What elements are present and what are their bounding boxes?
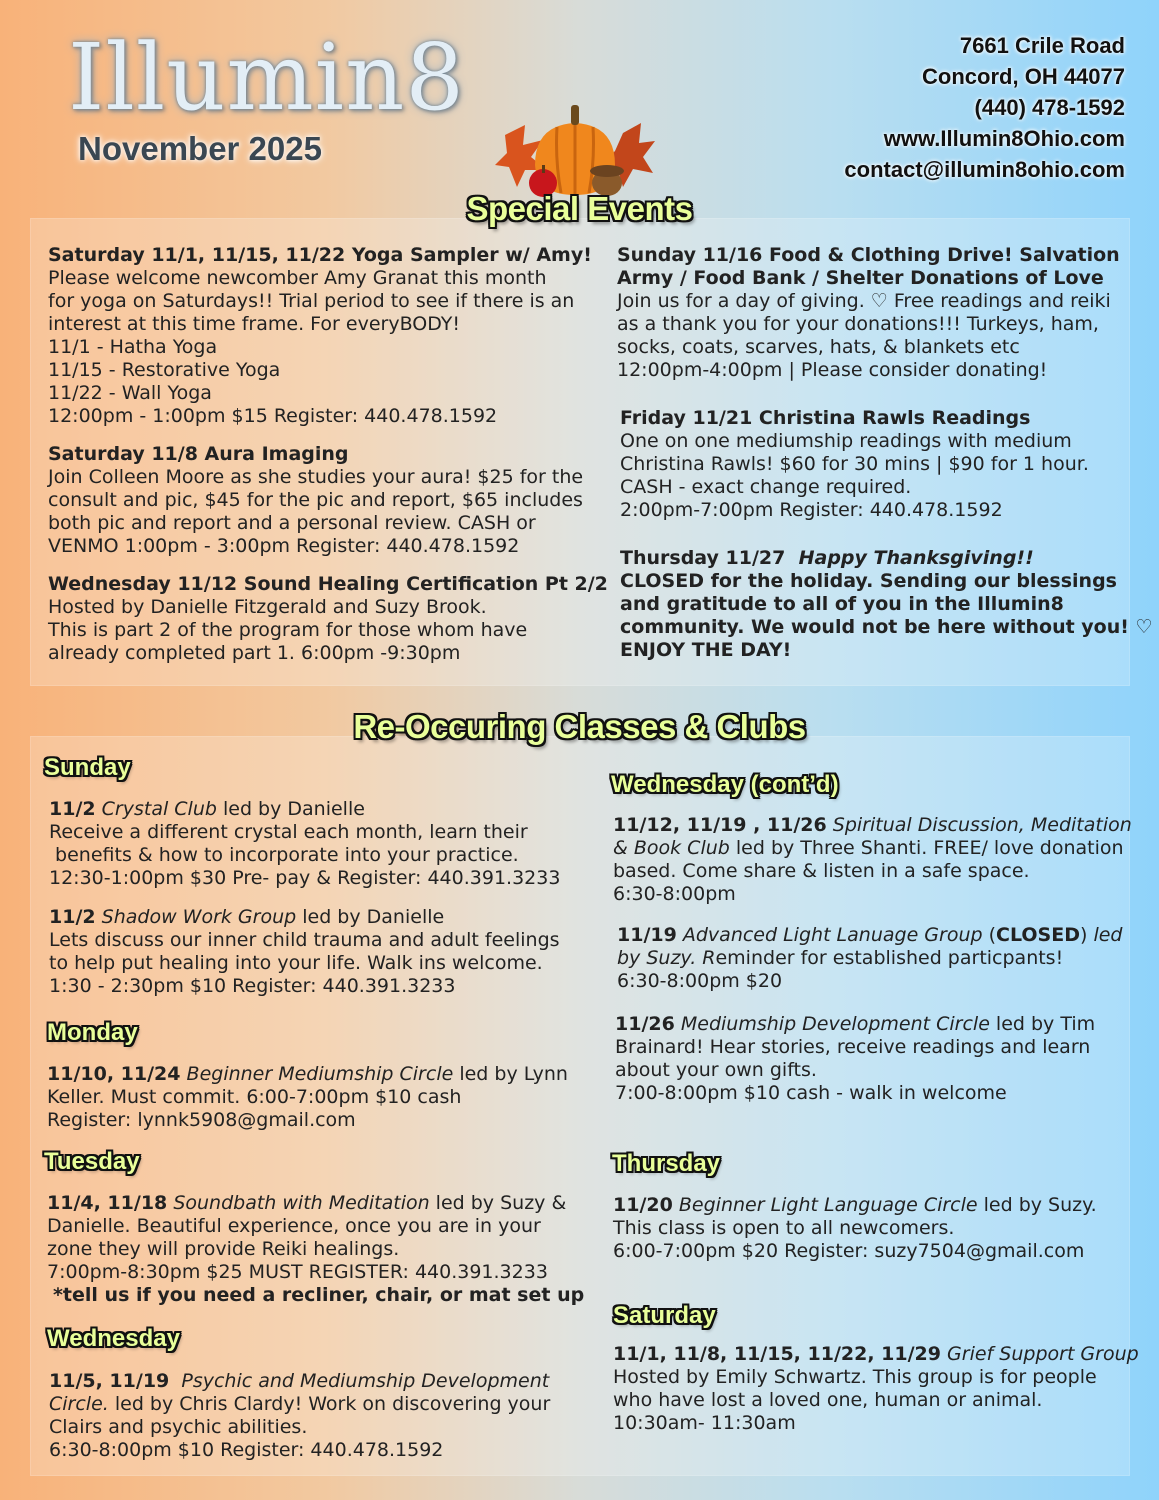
- class-name: Beginner Light Language Circle: [678, 1194, 978, 1216]
- event-title: Friday 11/21 Christina Rawls Readings: [620, 407, 1031, 429]
- event-title-italic: Happy Thanksgiving!!: [798, 547, 1034, 569]
- class-name: Advanced Light Lanuage Group: [682, 924, 983, 946]
- event-line: both pic and report and a personal review. CASH or: [48, 512, 536, 534]
- class-line: Brainard! Hear stories, receive readings and learn: [615, 1036, 1091, 1058]
- event-line: 12:00pm-4:00pm | Please consider donating!: [617, 359, 1048, 381]
- class-line: Clairs and psychic abilities.: [49, 1416, 308, 1438]
- event-line: 2:00pm-7:00pm Register: 440.478.1592: [620, 499, 1003, 521]
- class-status-open: (: [982, 924, 997, 946]
- class-leader: led by Three Shanti. FREE/ love donation: [729, 837, 1124, 859]
- class-line: 6:30-8:00pm: [613, 883, 736, 905]
- class-line: Hosted by Emily Schwartz. This group is for people: [613, 1366, 1097, 1388]
- event-line: as a thank you for your donations!!! Turkeys, ham,: [617, 313, 1099, 335]
- address-line2: Concord, OH 44077: [922, 64, 1125, 89]
- class-line: Keller. Must commit. 6:00-7:00pm $10 cash: [47, 1086, 462, 1108]
- class-dates: 11/10, 11/24: [47, 1063, 181, 1085]
- class-line: based. Come share & listen in a safe space.: [613, 860, 1030, 882]
- class-grief-support: [613, 1343, 1139, 1435]
- class-name: Spiritual Discussion, Meditation: [832, 814, 1132, 836]
- class-line: eminder for established particpants!: [715, 947, 1064, 969]
- class-name: Grief Support Group: [947, 1343, 1139, 1365]
- class-leader: led by Suzy &: [429, 1192, 567, 1214]
- class-line: 12:30-1:00pm $30 Pre- pay & Register: 440.391.3233: [49, 867, 561, 889]
- event-line: socks, coats, scarves, hats, & blankets etc: [617, 336, 1020, 358]
- address-line1: 7661 Crile Road: [959, 33, 1125, 58]
- class-line: who have lost a loved one, human or animal.: [613, 1389, 1043, 1411]
- day-label-tuesday: Tuesday: [44, 1148, 140, 1175]
- brand-logo: Illumin8: [68, 24, 465, 131]
- class-line: to help put healing into your life. Walk ins welcome.: [49, 952, 543, 974]
- day-label-thursday: Thursday: [612, 1150, 721, 1177]
- class-spiritual-discussion: [613, 814, 1132, 906]
- class-dates: 11/26: [615, 1013, 675, 1035]
- event-aura-imaging: [48, 443, 583, 558]
- class-dates: 11/12, 11/19 , 11/26: [613, 814, 827, 836]
- class-dates: 11/4, 11/18: [47, 1192, 168, 1214]
- class-leader: led by Suzy.: [977, 1194, 1097, 1216]
- month-title: November 2025: [78, 130, 322, 167]
- class-name: Soundbath with Meditation: [173, 1192, 430, 1214]
- class-dates: 11/20: [613, 1194, 673, 1216]
- event-line: 11/15 - Restorative Yoga: [48, 359, 281, 381]
- class-name: Beginner Mediumship Circle: [186, 1063, 454, 1085]
- class-leader: led: [1087, 924, 1123, 946]
- day-label-saturday: Saturday: [613, 1302, 716, 1329]
- event-title: Sunday 11/16 Food & Clothing Drive! Salvation: [617, 244, 1120, 266]
- class-name: Psychic and Mediumship Development: [181, 1370, 550, 1392]
- class-line: benefits & how to incorporate into your practice.: [49, 844, 519, 866]
- class-name: Shadow Work Group: [101, 906, 297, 928]
- event-line: Join Colleen Moore as she studies your aura! $25 for the: [48, 466, 584, 488]
- class-advanced-light-language: [617, 924, 1122, 993]
- class-leader: led by Chris Clardy! Work on discovering your: [108, 1393, 551, 1415]
- event-line: interest at this time frame. For everyBODY!: [48, 313, 461, 335]
- event-line: This is part 2 of the program for those whom have: [48, 619, 528, 641]
- class-dates: 11/5, 11/19: [49, 1370, 170, 1392]
- event-title: Thursday 11/27: [620, 547, 786, 569]
- class-line: Receive a different crystal each month, learn their: [49, 821, 528, 843]
- class-name: Crystal Club: [101, 798, 217, 820]
- class-status-close: ): [1079, 924, 1088, 946]
- class-beginner-light-language: [613, 1194, 1097, 1263]
- class-leader: led by Danielle: [216, 798, 365, 820]
- day-label-wednesday: Wednesday: [47, 1325, 180, 1352]
- class-line: 1:30 - 2:30pm $10 Register: 440.391.3233: [49, 975, 456, 997]
- class-name: Circle.: [49, 1393, 109, 1415]
- class-beginner-mediumship: [47, 1063, 568, 1132]
- classes-heading: Re-Occuring Classes & Clubs: [353, 708, 806, 745]
- day-label-wednesday-contd: Wednesday (cont’d): [611, 771, 839, 798]
- event-line: already completed part 1. 6:00pm -9:30pm: [48, 642, 461, 664]
- class-line: 6:30-8:00pm $10 Register: 440.478.1592: [49, 1439, 444, 1461]
- class-line: This class is open to all newcomers.: [613, 1217, 955, 1239]
- event-line: CASH - exact change required.: [620, 476, 912, 498]
- class-name: Mediumship Development Circle: [680, 1013, 990, 1035]
- autumn-harvest-icon: [495, 95, 655, 205]
- class-psychic-development: [49, 1370, 550, 1462]
- class-dates: 11/1, 11/8, 11/15, 11/22, 11/29: [613, 1343, 941, 1365]
- class-dates: 11/2: [49, 906, 96, 928]
- event-sound-healing: [48, 573, 608, 665]
- event-thanksgiving: [620, 547, 1153, 662]
- class-leader: led by Tim: [989, 1013, 1096, 1035]
- event-title: Saturday 11/1, 11/15, 11/22 Yoga Sampler w/ Amy!: [48, 244, 592, 266]
- event-line: One on one mediumship readings with medium: [620, 430, 1072, 452]
- event-line: ENJOY THE DAY!: [620, 639, 792, 661]
- event-line: community. We would not be here without you! ♡: [620, 616, 1153, 638]
- event-line: 11/1 - Hatha Yoga: [48, 336, 218, 358]
- event-title: Saturday 11/8 Aura Imaging: [48, 443, 349, 465]
- event-line: Hosted by Danielle Fitzgerald and Suzy Brook.: [48, 596, 487, 618]
- event-yoga-sampler: [48, 244, 592, 428]
- phone-number[interactable]: (440) 478-1592: [974, 95, 1125, 120]
- day-label-monday: Monday: [47, 1019, 138, 1046]
- class-line: 6:30-8:00pm $20: [617, 970, 783, 992]
- event-line: consult and pic, $45 for the pic and report, $65 includes: [48, 489, 583, 511]
- contact-info: [844, 30, 1125, 185]
- class-leader: by Suzy. R: [617, 947, 716, 969]
- class-leader: led by Danielle: [296, 906, 445, 928]
- event-title: Army / Food Bank / Shelter Donations of Love: [617, 267, 1104, 289]
- class-line: Danielle. Beautiful experience, once you are in your: [47, 1215, 541, 1237]
- day-label-sunday: Sunday: [44, 754, 131, 781]
- class-shadow-work: [49, 906, 560, 998]
- class-crystal-club: [49, 798, 560, 890]
- class-line: zone they will provide Reiki healings.: [47, 1238, 400, 1260]
- event-christina-readings: [620, 407, 1089, 522]
- class-line: Lets discuss our inner child trauma and adult feelings: [49, 929, 560, 951]
- event-line: VENMO 1:00pm - 3:00pm Register: 440.478.1592: [48, 535, 520, 557]
- class-line: about your own gifts.: [615, 1059, 817, 1081]
- event-line: for yoga on Saturdays!! Trial period to see if there is an: [48, 290, 575, 312]
- website-link[interactable]: www.Illumin8Ohio.com: [883, 126, 1125, 151]
- event-line: Christina Rawls! $60 for 30 mins | $90 for 1 hour.: [620, 453, 1089, 475]
- class-line: 10:30am- 11:30am: [613, 1412, 796, 1434]
- class-dates: 11/2: [49, 798, 96, 820]
- class-soundbath: [47, 1192, 584, 1307]
- class-name: & Book Club: [613, 837, 730, 859]
- event-line: CLOSED for the holiday. Sending our blessings: [620, 570, 1117, 592]
- class-leader: led by Lynn: [453, 1063, 568, 1085]
- event-line: 11/22 - Wall Yoga: [48, 382, 212, 404]
- class-line: 7:00-8:00pm $10 cash - walk in welcome: [615, 1082, 1007, 1104]
- class-note: *tell us if you need a recliner, chair, or mat set up: [53, 1284, 585, 1306]
- special-events-heading: Special Events: [466, 190, 693, 227]
- class-dates: 11/19: [617, 924, 677, 946]
- class-line: 6:00-7:00pm $20 Register: suzy7504@gmail.com: [613, 1240, 1085, 1262]
- event-food-clothing-drive: [617, 244, 1120, 382]
- class-line: Register: lynnk5908@gmail.com: [47, 1109, 356, 1131]
- event-line: Join us for a day of giving. ♡ Free readings and reiki: [617, 290, 1111, 312]
- class-status: CLOSED: [996, 924, 1080, 946]
- class-mediumship-development: [615, 1013, 1095, 1105]
- event-line: 12:00pm - 1:00pm $15 Register: 440.478.1592: [48, 405, 498, 427]
- event-line: Please welcome newcomber Amy Granat this month: [48, 267, 547, 289]
- event-title: Wednesday 11/12 Sound Healing Certification Pt 2/2: [48, 573, 608, 595]
- event-line: and gratitude to all of you in the Illumin8: [620, 593, 1064, 615]
- email-link[interactable]: contact@illumin8ohio.com: [844, 157, 1125, 182]
- class-line: 7:00pm-8:30pm $25 MUST REGISTER: 440.391.3233: [47, 1261, 548, 1283]
